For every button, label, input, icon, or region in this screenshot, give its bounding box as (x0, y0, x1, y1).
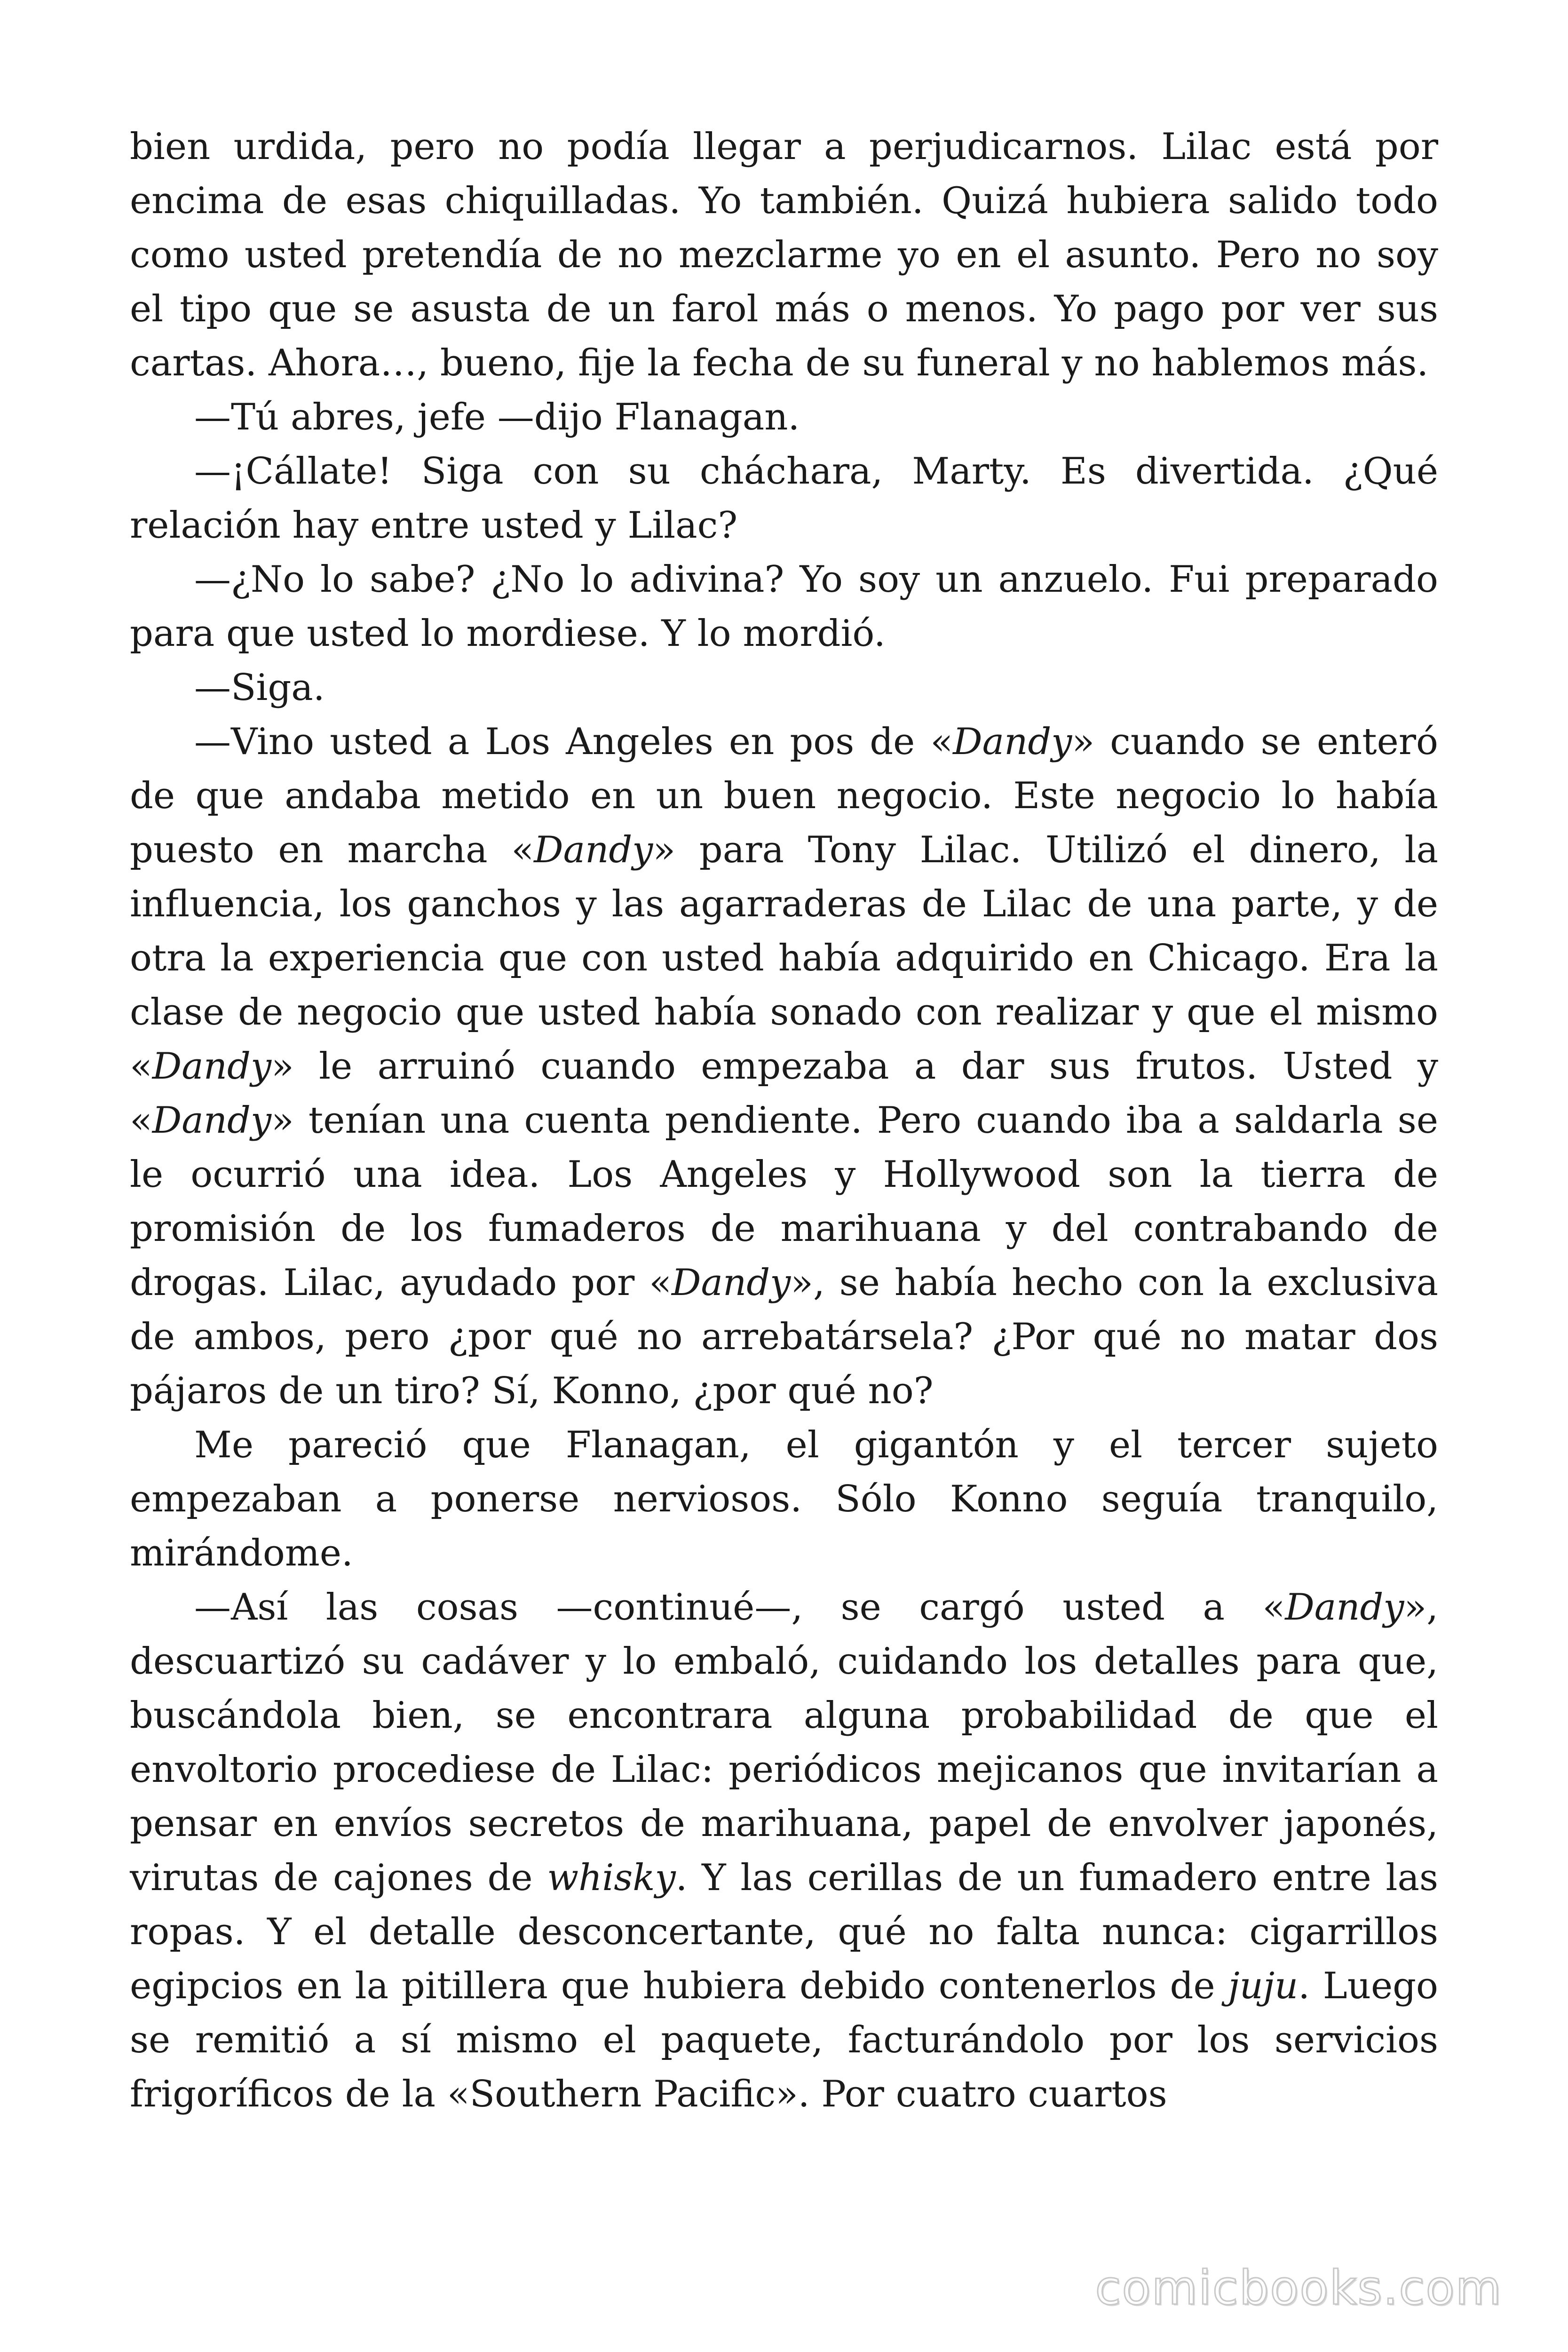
text-run: —¡Cállate! Siga con su cháchara, Marty. Es divertida. ¿Qué relación hay entre usted y Lilac? (130, 450, 1438, 547)
italic-text: Dandy (671, 1262, 791, 1304)
text-run: —Tú abres, jefe —dijo Flanagan. (194, 396, 800, 438)
italic-text: juju (1228, 1965, 1299, 2007)
text-run: », se había hecho con la exclusiva de ambos, pero ¿por qué no arrebatársela? ¿Por qué no matar dos pájaros de un tiro? Sí, Konno, ¿por qué no? (130, 1262, 1438, 1412)
paragraph (130, 715, 1438, 1418)
italic-text: Dandy (1285, 1586, 1404, 1629)
page-body (130, 120, 1438, 2122)
italic-text: Dandy (534, 829, 653, 871)
paragraph (130, 553, 1438, 661)
text-run: bien urdida, pero no podía llegar a perjudicarnos. Lilac está por encima de esas chiquilladas. Yo también. Quizá hubiera salido todo como usted pretendía de no mezclarme yo en el asunto. Pero no soy el tipo que se asusta de un farol más o menos. Yo pago por ver sus cartas. Ahora…, bueno, fije la fecha de su funeral y no hablemos más. (130, 126, 1438, 384)
text-run: —Así las cosas —continué—, se cargó usted a « (194, 1586, 1285, 1629)
paragraph (130, 445, 1438, 553)
text-run: » tenían una cuenta pendiente. Pero cuando iba a saldarla se le ocurrió una idea. Los Angeles y Hollywood son la tierra de promisión de los fumaderos de marihuana y del contrabando de drogas. Lilac, ayudado por « (130, 1099, 1438, 1304)
text-run: —Siga. (194, 667, 325, 709)
paragraph (130, 661, 1438, 715)
paragraph (130, 1418, 1438, 1581)
watermark-logo: comicbooks.com (1095, 2260, 1502, 2315)
text-run: . Luego se remitió a sí mismo el paquete, facturándolo por los servicios frigoríficos de la «Southern Pacific». Por cuatro cuartos (130, 1965, 1438, 2115)
text-run: » le arruinó cuando empezaba a dar sus frutos. Usted y « (130, 1045, 1438, 1142)
paragraph (130, 390, 1438, 445)
text-run: », descuartizó su cadáver y lo embaló, cuidando los detalles para que, buscándola bien, se encontrara alguna probabilidad de que el envoltorio procediese de Lilac: periódicos mejicanos que invitarían a pensar en envíos secretos de marihuana, papel de envolver japonés, virutas de cajones de (130, 1586, 1438, 1899)
italic-text: Dandy (152, 1045, 272, 1088)
text-run: » cuando se enteró de que andaba metido en un buen negocio. Este negocio lo había puesto en marcha « (130, 721, 1438, 871)
text-run: » para Tony Lilac. Utilizó el dinero, la influencia, los ganchos y las agarraderas de Lilac de una parte, y de otra la experiencia que con usted había adquirido en Chicago. Era la clase de negocio que usted había sonado con realizar y que el mismo « (130, 829, 1438, 1088)
paragraph (130, 1581, 1438, 2122)
italic-text: Dandy (152, 1099, 272, 1142)
text-run: —Vino usted a Los Angeles en pos de « (194, 721, 953, 763)
paragraph (130, 120, 1438, 390)
italic-text: whisky (547, 1857, 676, 1899)
text-run: Me pareció que Flanagan, el gigantón y el tercer sujeto empezaban a ponerse nerviosos. Sólo Konno seguía tranquilo, mirándome. (130, 1424, 1438, 1574)
text-run: —¿No lo sabe? ¿No lo adivina? Yo soy un anzuelo. Fui preparado para que usted lo mordiese. Y lo mordió. (130, 558, 1438, 655)
text-run: . Y las cerillas de un fumadero entre las ropas. Y el detalle desconcertante, qué no falta nunca: cigarrillos egipcios en la pitillera que hubiera debido contenerlos de (130, 1857, 1438, 2007)
italic-text: Dandy (953, 721, 1072, 763)
